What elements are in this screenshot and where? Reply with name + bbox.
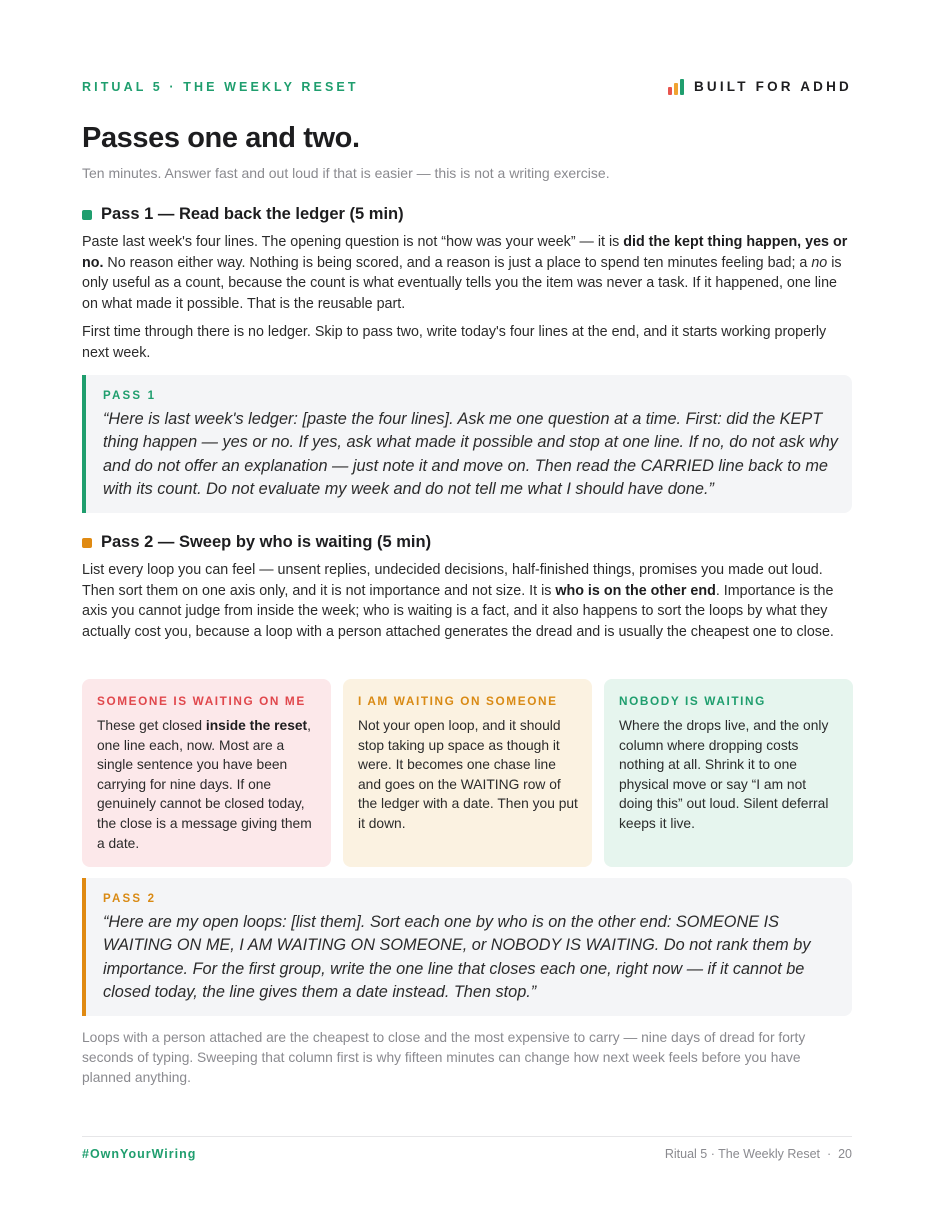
column-text: Where the drops live, and the only column where dropping costs nothing at all. Shrink it to one physical move or say “I am not doing this” out loud. Silent deferral keeps it live.: [619, 718, 829, 831]
pass2-prompt-box: [82, 878, 852, 1016]
pass2-paragraph: List every loop you can feel — unsent replies, undecided decisions, half-finished things, promises you made out loud. Then sort them on one axis only, and it is not importance and not size. It is who is on the other end. Importance is the axis you cannot judge from inside the week; who is waiting is a fact, and it also happens to sort the loops by what they actually cost you, because a loop with a person attached generates the dread and is usually the cheapest one to close.: [82, 562, 834, 641]
column-text: These get closed inside the reset, one line each, now. Most are a single sentence you have been carrying for nine days. If one genuinely cannot be closed today, the close is a message giving them a date.: [97, 718, 312, 851]
column-title: I AM WAITING ON SOMEONE: [358, 694, 558, 708]
pass2-prompt-text[interactable]: “Here are my open loops: [list them]. Sort each one by who is on the other end: SOMEONE IS WAITING ON ME, I AM WAITING ON SOMEONE, or NOBODY IS WAITING. Do not rank them by importance. For the first group, write the one line that closes each one, right now — if it cannot be closed today, the line gives them a date instead. Then stop.”: [103, 913, 811, 1001]
page-title: Passes one and two.: [82, 122, 360, 154]
page-number: 20: [838, 1147, 852, 1161]
footer-hashtag: #OwnYourWiring: [82, 1147, 197, 1161]
column-title: SOMEONE IS WAITING ON ME: [97, 694, 306, 708]
pass1-paragraph: Paste last week's four lines. The opening question is not “how was your week” — it is did the kept thing happen, yes or no. No reason either way. Nothing is being scored, and a reason is just a place to spend ten minutes feeling bad; a no is only useful as a count, because the count is what eventually tells you the item was never a task. If it happened, one line on what made it possible. That is the reusable part.: [82, 234, 848, 313]
prompt-accent-bar: [82, 375, 86, 513]
page-header: [82, 79, 852, 97]
pass1-prompt-text[interactable]: “Here is last week's ledger: [paste the four lines]. Ask me one question at a time. First: did the KEPT thing happen — yes or no. If yes, ask what made it possible and stop at one line. If no, do not ask why and do not offer an explanation — just note it and move on. Then read the CARRIED line back to me with its count. Do not evaluate my week and do not tell me what I should have done.”: [103, 410, 838, 498]
brand-label: BUILT FOR ADHD: [693, 79, 852, 94]
page-subtitle: Ten minutes. Answer fast and out loud if that is easier — this is not a writing exercise.: [82, 165, 610, 181]
column-i-am-waiting-on-someone: [343, 679, 592, 867]
bar-chart-icon: [668, 79, 684, 95]
brand: [668, 79, 852, 95]
pass2-prompt-label: PASS 2: [103, 893, 157, 905]
footer-separator: ·: [826, 1147, 832, 1161]
closing-note: Loops with a person attached are the cheapest to close and the most expensive to carry — nine days of dread for forty seconds of typing. Sweeping that column first is why fifteen minutes can change how next week feels before you have planned anything.: [82, 1030, 806, 1086]
pass2-heading: [82, 533, 431, 552]
pass1-heading: [82, 205, 404, 224]
footer-page-info: [665, 1147, 852, 1161]
column-text: Not your open loop, and it should stop taking up space as though it were. It becomes one chase line and goes on the WAITING row of the ledger with a date. Then you put it down.: [358, 718, 578, 831]
pass1-prompt-box: [82, 375, 852, 513]
column-nobody-is-waiting: [604, 679, 853, 867]
ritual-kicker: RITUAL 5 · THE WEEKLY RESET: [82, 80, 359, 94]
waiting-columns: [82, 679, 852, 867]
prompt-accent-bar: [82, 878, 86, 1016]
pass2-heading-text: Pass 2 — Sweep by who is waiting (5 min): [101, 533, 432, 551]
footer-divider: [82, 1136, 852, 1137]
pass1-note: First time through there is no ledger. Skip to pass two, write today's four lines at the end, and it starts working properly next week.: [82, 324, 827, 361]
column-someone-waiting-on-me: [82, 679, 331, 867]
pass1-heading-text: Pass 1 — Read back the ledger (5 min): [101, 205, 404, 223]
column-title: NOBODY IS WAITING: [619, 694, 766, 708]
green-square-icon: [82, 210, 92, 220]
footer-section: Ritual 5 · The Weekly Reset: [664, 1147, 821, 1161]
pass1-prompt-label: PASS 1: [103, 390, 157, 402]
orange-square-icon: [82, 538, 92, 548]
